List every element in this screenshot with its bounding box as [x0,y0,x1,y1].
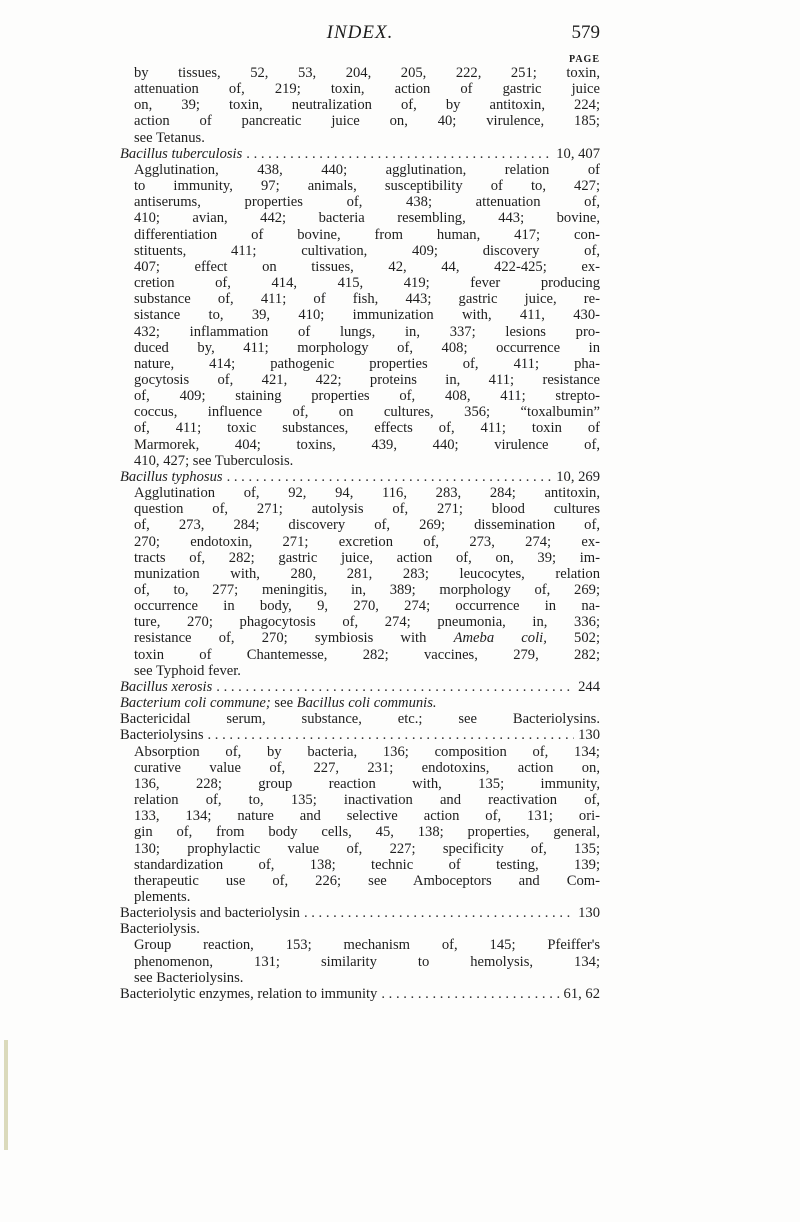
entry-line: 432; inflammation of lungs, in, 337; lesions pro- [134,323,600,340]
leader-dots [216,679,574,695]
entry-line: attenuation of, 219; toxin, action of gastric juice [134,81,600,98]
entry-line: to immunity, 97; animals, susceptibility of to, 427; [134,178,600,195]
leader-dots [208,727,575,743]
entry-line: substance of, 411; of fish, 443; gastric juice, re- [134,291,600,308]
entry-line: action of pancreatic juice on, 40; virulence, 185; [134,113,600,130]
entry-line: of, 411; toxic substances, effects of, 411; toxin of [134,420,600,437]
entry-term: Bacillus tuberculosis [120,145,243,162]
entry-line: on, 39; toxin, neutralization of, by antitoxin, 224; [134,97,600,114]
entry-line: 270; endotoxin, 271; excretion of, 273, 274; ex- [134,533,600,550]
entry-italic: Ameba coli, [453,630,547,647]
entry-reference: Bacillus coli communis. [296,695,437,712]
entry-line [120,695,600,711]
entry-line: stituents, 411; cultivation, 409; discovery of, [134,242,600,259]
entry-term: Bacterium coli commune; [120,695,271,712]
entry-line: duced by, 411; morphology of, 408; occurrence in [134,339,600,356]
entry-line: ture, 270; phagocytosis of, 274; pneumonia, in, 336; [134,614,600,631]
entry-text: 502; [574,630,600,647]
entry-line: see Bacteriolysins. [134,969,244,986]
entry-line: 130; prophylactic value of, 227; specificity of, 135; [134,840,600,857]
entry-line: Absorption of, by bacteria, 136; composition of, 134; [134,743,600,760]
entry-line: curative value of, 227, 231; endotoxins, action on, [134,759,600,776]
page-header [120,22,600,46]
entry-line: of, to, 277; meningitis, in, 389; morphology of, 269; [134,582,600,598]
entry-line: see Typhoid fever. [134,662,241,679]
entry-term: Bacillus typhosus [120,468,223,485]
page-number: 579 [571,22,600,43]
entry-bactericidal [120,711,600,727]
entry-line: toxin of Chantemesse, 282; vaccines, 279, 282; [134,646,600,663]
entry-line: standardization of, 138; technic of testing, 139; [134,856,600,873]
entry-line: gocytosis of, 421, 422; proteins in, 411; resistance [134,371,600,388]
entry-bacteriolysis-and-bacteriolysin [120,905,600,921]
entry-bacillus-xerosis [120,679,600,695]
entry-bacteriolysins [120,727,600,905]
entry-line: differentiation of bovine, from human, 417; con- [134,226,600,243]
page-column-label: PAGE [568,54,600,65]
entry-tetanus-continuation [120,65,600,146]
leader-dots [381,986,559,1002]
entry-line-symbiosis [120,630,600,646]
entry-term: Bacteriolysis and bacteriolysin [120,905,300,922]
entry-line: gin of, from body cells, 45, 138; properties, general, [134,824,600,841]
entry-line: 410; avian, 442; bacteria resembling, 443; bovine, [134,210,600,227]
entry-line: occurrence in body, 9, 270, 274; occurrence in na- [134,598,600,615]
entry-line: see Tetanus. [134,129,205,146]
entry-line: relation of, to, 135; inactivation and reactivation of, [134,792,600,809]
entry-line: of, 273, 284; discovery of, 269; dissemination of, [134,517,600,534]
entry-line: 407; effect on tissues, 42, 44, 422-425; ex- [134,258,600,275]
index-column [120,65,600,1002]
entry-line: phenomenon, 131; similarity to hemolysis, 134; [134,953,600,970]
leader-dots [227,469,553,485]
entry-term: Bacillus xerosis [120,678,213,695]
entry-pages: 61, 62 [563,985,600,1002]
entry-heading [120,469,600,485]
leader-dots [304,905,574,921]
entry-bacteriolysis [120,921,600,986]
entry-line: plements. [134,888,191,905]
entry-pages: 130 [578,727,600,744]
entry-line: of, 409; staining properties of, 408, 411; strepto- [134,388,600,405]
entry-line: sistance to, 39, 410; immunization with, 411, 430- [134,307,600,324]
entry-heading [120,727,600,743]
entry-pages: 10, 269 [556,468,600,485]
entry-line: 410, 427; see Tuberculosis. [134,452,294,469]
entry-bacteriolytic-enzymes [120,986,600,1002]
entry-pages: 130 [578,905,600,922]
entry-line: coccus, influence of, on cultures, 356; “toxalbumin” [134,404,600,421]
entry-line: tracts of, 282; gastric juice, action of, on, 39; im- [134,549,600,566]
entry-line: munization with, 280, 281, 283; leucocytes, relation [134,565,600,582]
leader-dots [246,146,552,162]
entry-line: by tissues, 52, 53, 204, 205, 222, 251; toxin, [134,65,600,81]
entry-term: Bacteriolytic enzymes, relation to immunity [120,985,378,1002]
entry-line: Group reaction, 153; mechanism of, 145; Pfeiffer's [134,937,600,954]
entry-line: Agglutination of, 92, 94, 116, 283, 284; antitoxin, [134,485,600,502]
entry-bacillus-typhosus [120,469,600,679]
entry-term: Bacteriolysins [120,727,204,744]
entry-heading [120,679,600,695]
entry-pages: 10, 407 [556,145,600,162]
entry-line: question of, 271; autolysis of, 271; blood cultures [134,501,600,518]
entry-heading [120,905,600,921]
entry-text: resistance of, 270; symbiosis with [134,630,427,647]
entry-pages: 244 [578,678,600,695]
entry-heading [120,146,600,162]
entry-line: cretion of, 414, 415, 419; fever producing [134,275,600,292]
entry-line: antiserums, properties of, 438; attenuation of, [134,194,600,211]
entry-line: nature, 414; pathogenic properties of, 411; pha- [134,355,600,372]
entry-line: 133, 134; nature and selective action of, 131; ori- [134,808,600,825]
entry-line: therapeutic use of, 226; see Amboceptors and Com- [134,872,600,889]
entry-heading [120,986,600,1002]
entry-see: see [274,695,294,712]
binding-mark [4,1040,8,1150]
running-head: INDEX. [326,22,394,43]
entry-bacterium-coli [120,695,600,711]
entry-term: Bacteriolysis. [120,921,200,938]
entry-line: Bactericidal serum, substance, etc.; see Bacteriolysins. [120,711,600,728]
entry-bacillus-tuberculosis [120,146,600,469]
entry-line: Marmorek, 404; toxins, 439, 440; virulence of, [134,436,600,453]
entry-line: Agglutination, 438, 440; agglutination, relation of [134,161,600,178]
entry-line: 136, 228; group reaction with, 135; immunity, [134,775,600,792]
